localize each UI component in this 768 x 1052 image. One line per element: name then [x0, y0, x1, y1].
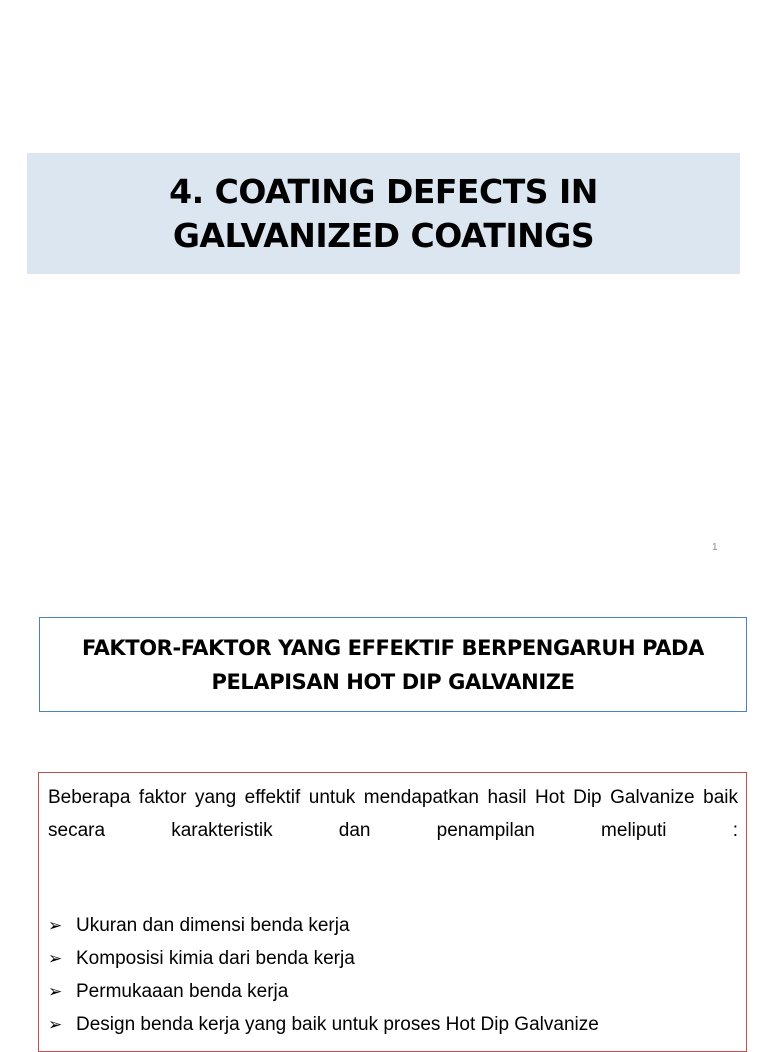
- list-item: [48, 975, 738, 1008]
- slide-title: [169, 170, 598, 258]
- arrowhead-bullet-icon: ➢: [48, 1015, 63, 1034]
- arrowhead-bullet-icon: ➢: [48, 916, 63, 935]
- list-item-text: Design benda kerja yang baik untuk proses Hot Dip Galvanize: [76, 1014, 599, 1035]
- factor-list: [48, 909, 738, 1041]
- list-item-text: Ukuran dan dimensi benda kerja: [76, 915, 350, 936]
- section-heading-line-1: FAKTOR-FAKTOR YANG EFFEKTIF BERPENGARUH PADA: [82, 635, 704, 660]
- section-heading-line-2: PELAPISAN HOT DIP GALVANIZE: [211, 669, 575, 694]
- slide-number: 1: [712, 542, 718, 553]
- list-item: [48, 1008, 738, 1041]
- slide-title-line-2: GALVANIZED COATINGS: [172, 215, 595, 255]
- list-item: [48, 942, 738, 975]
- list-item-text: Permukaaan benda kerja: [76, 981, 289, 1002]
- arrowhead-bullet-icon: ➢: [48, 982, 63, 1001]
- section-heading-box: [39, 617, 747, 712]
- intro-paragraph: Beberapa faktor yang effektif untuk mendapatkan hasil Hot Dip Galvanize baik secara karakteristik dan penampilan meliputi :: [48, 787, 738, 841]
- arrowhead-bullet-icon: ➢: [48, 949, 63, 968]
- list-item: [48, 909, 738, 942]
- list-item-text: Komposisi kimia dari benda kerja: [76, 948, 355, 969]
- section-heading: [82, 631, 704, 699]
- content-box: [38, 772, 747, 1052]
- slide-title-band: [27, 153, 740, 274]
- slide-title-line-1: 4. COATING DEFECTS IN: [169, 171, 598, 211]
